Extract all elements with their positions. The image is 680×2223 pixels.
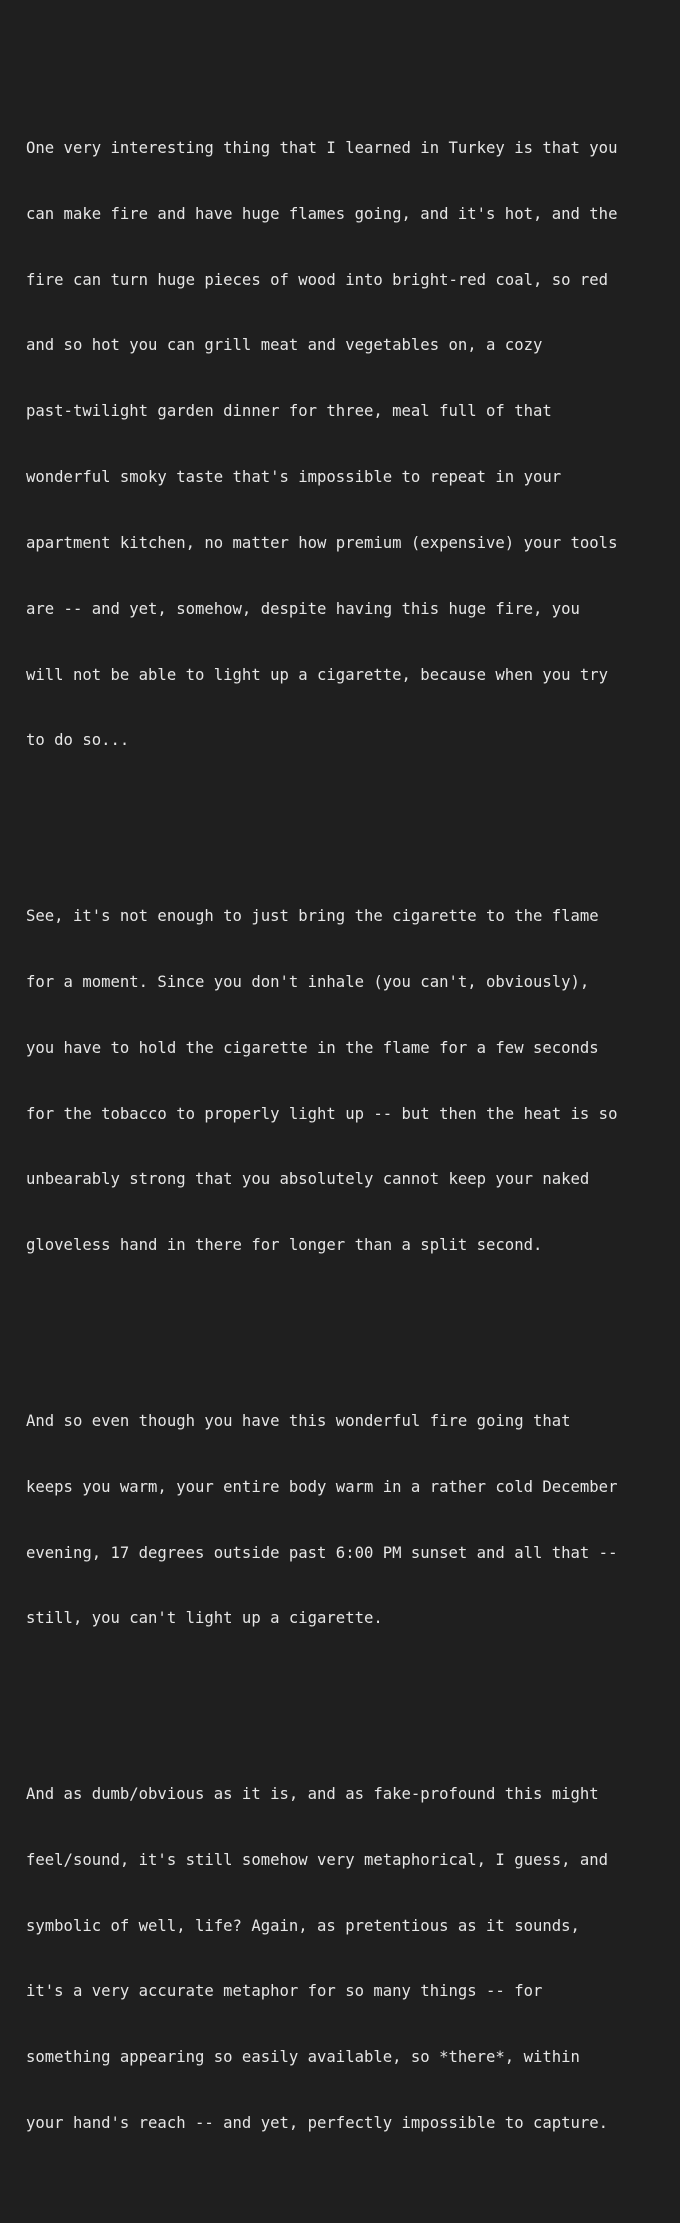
text-line: One very interesting thing that I learned in Turkey is that you [26, 138, 618, 157]
text-line: something appearing so easily available, so *there*, within [26, 2048, 580, 2067]
text-line: still, you can't light up a cigarette. [26, 1609, 383, 1628]
text-line: past-twilight garden dinner for three, meal full of that [26, 402, 552, 421]
text-line: feel/sound, it's still somehow very metaphorical, I guess, and [26, 1850, 609, 1869]
text-line: will not be able to light up a cigarette, because when you try [26, 665, 609, 684]
text-line: to do so... [26, 731, 130, 750]
text-line: symbolic of well, life? Again, as pretentious as it sounds, [26, 1916, 580, 1935]
text-line: for the tobacco to properly light up -- but then the heat is so [26, 1104, 618, 1123]
text-line: See, it's not enough to just bring the cigarette to the flame [26, 907, 599, 925]
text-line: fire can turn huge pieces of wood into bright-red coal, so red [26, 270, 609, 289]
paragraph-4 [26, 1740, 666, 2179]
text-line: gloveless hand in there for longer than a split second. [26, 1236, 543, 1255]
text-line: and so hot you can grill meat and vegetables on, a cozy [26, 336, 543, 355]
text-line: it's a very accurate metaphor for so many things -- for [26, 1982, 543, 2001]
text-line: apartment kitchen, no matter how premium (expensive) your tools [26, 533, 618, 552]
text-line: can make fire and have huge flames going, and it's hot, and the [26, 204, 618, 223]
text-line: for a moment. Since you don't inhale (you can't, obviously), [26, 972, 590, 991]
document-body [26, 50, 666, 2223]
text-line: keeps you warm, your entire body warm in a rather cold December [26, 1477, 618, 1496]
paragraph-1 [26, 94, 666, 796]
text-line: are -- and yet, somehow, despite having this huge fire, you [26, 599, 580, 618]
text-line: And so even though you have this wonderful fire going that [26, 1411, 571, 1430]
text-line: you have to hold the cigarette in the flame for a few seconds [26, 1038, 599, 1057]
text-line: your hand's reach -- and yet, perfectly impossible to capture. [26, 2114, 609, 2133]
paragraph-2 [26, 862, 666, 1301]
text-line: evening, 17 degrees outside past 6:00 PM sunset and all that -- [26, 1543, 618, 1562]
text-line: wonderful smoky taste that's impossible to repeat in your [26, 468, 562, 487]
text-line: unbearably strong that you absolutely cannot keep your naked [26, 1170, 590, 1189]
paragraph-3 [26, 1367, 666, 1674]
text-line: And as dumb/obvious as it is, and as fake-profound this might [26, 1784, 599, 1803]
